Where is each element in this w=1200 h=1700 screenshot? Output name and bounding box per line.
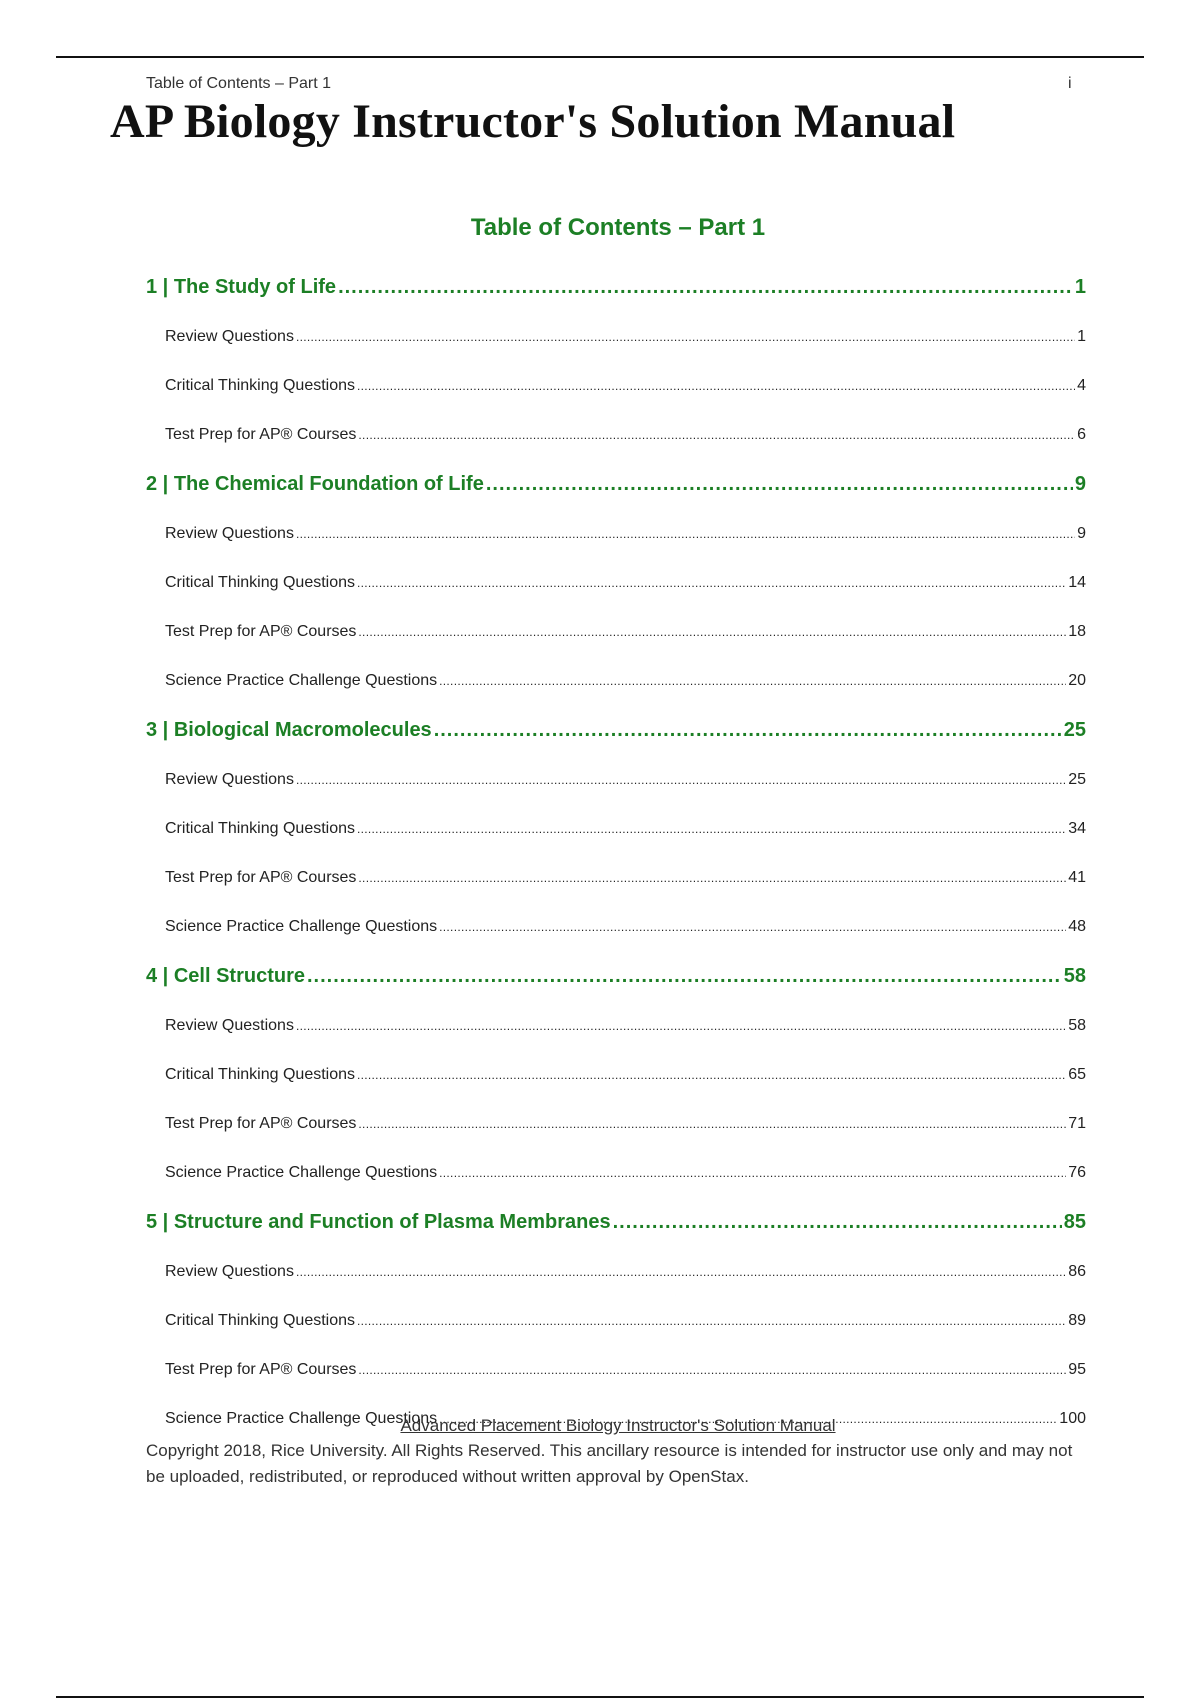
dot-leader	[296, 509, 1075, 558]
toc-chapter-entry[interactable]	[146, 1197, 1086, 1247]
toc-section-entry[interactable]	[146, 558, 1086, 607]
section-title: Test Prep for AP® Courses	[165, 426, 357, 443]
page-ref: 18	[1068, 623, 1086, 640]
section-title: Test Prep for AP® Courses	[165, 1115, 357, 1132]
page-ref: 89	[1068, 1312, 1086, 1329]
page-ref: 9	[1074, 473, 1086, 495]
section-title: Review Questions	[165, 328, 294, 345]
section-title: Test Prep for AP® Courses	[165, 1361, 357, 1378]
section-title: Test Prep for AP® Courses	[165, 869, 357, 886]
section-title: Critical Thinking Questions	[165, 377, 356, 394]
page-ref: 1	[1077, 328, 1086, 345]
dot-leader	[357, 1296, 1066, 1345]
top-rule	[56, 56, 1144, 58]
chapter-title: 2 | The Chemical Foundation of Life	[146, 473, 484, 495]
toc-chapter-entry[interactable]	[146, 262, 1086, 312]
page-ref: 6	[1077, 426, 1086, 443]
footer-title: Advanced Placement Biology Instructor's Solution Manual	[400, 1416, 836, 1435]
toc-section-entry[interactable]	[146, 1148, 1086, 1197]
toc-heading: Table of Contents – Part 1	[470, 214, 766, 241]
section-title: Review Questions	[165, 1263, 294, 1280]
dot-leader	[338, 262, 1073, 312]
page-number: i	[1068, 75, 1072, 92]
page-ref: 9	[1077, 525, 1086, 542]
page-ref: 95	[1068, 1361, 1086, 1378]
footer-copyright: Copyright 2018, Rice University. All Rights Reserved. This ancillary resource is intended for instructor use only and may not be uploaded, redistributed, or reproduced without written approval by OpenStax.	[146, 1441, 1073, 1486]
dot-leader	[296, 1001, 1066, 1050]
section-title: Test Prep for AP® Courses	[165, 623, 357, 640]
running-head: Table of Contents – Part 1	[146, 75, 331, 92]
page-ref: 14	[1068, 574, 1086, 591]
page-ref: 76	[1068, 1164, 1086, 1181]
toc-section-entry[interactable]	[146, 1001, 1086, 1050]
section-title: Critical Thinking Questions	[165, 820, 356, 837]
page-ref: 1	[1074, 276, 1086, 298]
toc-section-entry[interactable]	[146, 410, 1086, 459]
page-ref: 58	[1063, 965, 1086, 987]
toc-chapter-entry[interactable]	[146, 705, 1086, 755]
chapter-title: 3 | Biological Macromolecules	[146, 719, 432, 741]
page-ref: 86	[1068, 1263, 1086, 1280]
section-title: Science Practice Challenge Questions	[165, 672, 438, 689]
toc-section-entry[interactable]	[146, 312, 1086, 361]
page-ref: 85	[1063, 1211, 1086, 1233]
dot-leader	[296, 312, 1075, 361]
dot-leader	[358, 1099, 1066, 1148]
toc-section-entry[interactable]	[146, 1345, 1086, 1394]
dot-leader	[357, 361, 1075, 410]
chapter-title: 4 | Cell Structure	[146, 965, 305, 987]
dot-leader	[296, 755, 1066, 804]
section-title: Critical Thinking Questions	[165, 1312, 356, 1329]
toc-section-entry[interactable]	[146, 361, 1086, 410]
dot-leader	[358, 410, 1075, 459]
page-ref: 4	[1077, 377, 1086, 394]
toc-section-entry[interactable]	[146, 1050, 1086, 1099]
page-ref: 25	[1068, 771, 1086, 788]
document-title: AP Biology Instructor's Solution Manual	[110, 95, 956, 148]
page-ref: 65	[1068, 1066, 1086, 1083]
toc-chapter-entry[interactable]	[146, 459, 1086, 509]
toc-section-entry[interactable]	[146, 1296, 1086, 1345]
table-of-contents	[146, 262, 1086, 1443]
toc-section-entry[interactable]	[146, 656, 1086, 705]
dot-leader	[357, 558, 1066, 607]
section-title: Review Questions	[165, 771, 294, 788]
section-title: Science Practice Challenge Questions	[165, 1410, 438, 1427]
bottom-rule	[56, 1696, 1144, 1698]
dot-leader	[357, 804, 1066, 853]
dot-leader	[613, 1197, 1062, 1247]
dot-leader	[486, 459, 1073, 509]
section-title: Science Practice Challenge Questions	[165, 1164, 438, 1181]
toc-section-entry[interactable]	[146, 607, 1086, 656]
toc-section-entry[interactable]	[146, 804, 1086, 853]
dot-leader	[296, 1247, 1066, 1296]
toc-section-entry[interactable]	[146, 902, 1086, 951]
chapter-title: 1 | The Study of Life	[146, 276, 337, 298]
page-ref: 41	[1068, 869, 1086, 886]
chapter-title: 5 | Structure and Function of Plasma Membranes	[146, 1211, 611, 1233]
toc-section-entry[interactable]	[146, 1247, 1086, 1296]
page-ref: 71	[1068, 1115, 1086, 1132]
page-ref: 100	[1059, 1410, 1086, 1427]
toc-section-entry[interactable]	[146, 1099, 1086, 1148]
dot-leader	[357, 1050, 1066, 1099]
toc-section-entry[interactable]	[146, 509, 1086, 558]
dot-leader	[439, 902, 1066, 951]
section-title: Review Questions	[165, 525, 294, 542]
dot-leader	[358, 1345, 1066, 1394]
section-title: Critical Thinking Questions	[165, 1066, 356, 1083]
page-ref: 48	[1068, 918, 1086, 935]
section-title: Critical Thinking Questions	[165, 574, 356, 591]
section-title: Review Questions	[165, 1017, 294, 1034]
page-ref: 58	[1068, 1017, 1086, 1034]
toc-section-entry[interactable]	[146, 755, 1086, 804]
page-ref: 20	[1068, 672, 1086, 689]
dot-leader	[307, 951, 1062, 1001]
page-ref: 34	[1068, 820, 1086, 837]
section-title: Science Practice Challenge Questions	[165, 918, 438, 935]
dot-leader	[439, 1148, 1066, 1197]
dot-leader	[358, 607, 1066, 656]
dot-leader	[434, 705, 1062, 755]
dot-leader	[439, 656, 1066, 705]
toc-chapter-entry[interactable]	[146, 951, 1086, 1001]
toc-section-entry[interactable]	[146, 853, 1086, 902]
page-ref: 25	[1063, 719, 1086, 741]
dot-leader	[358, 853, 1066, 902]
